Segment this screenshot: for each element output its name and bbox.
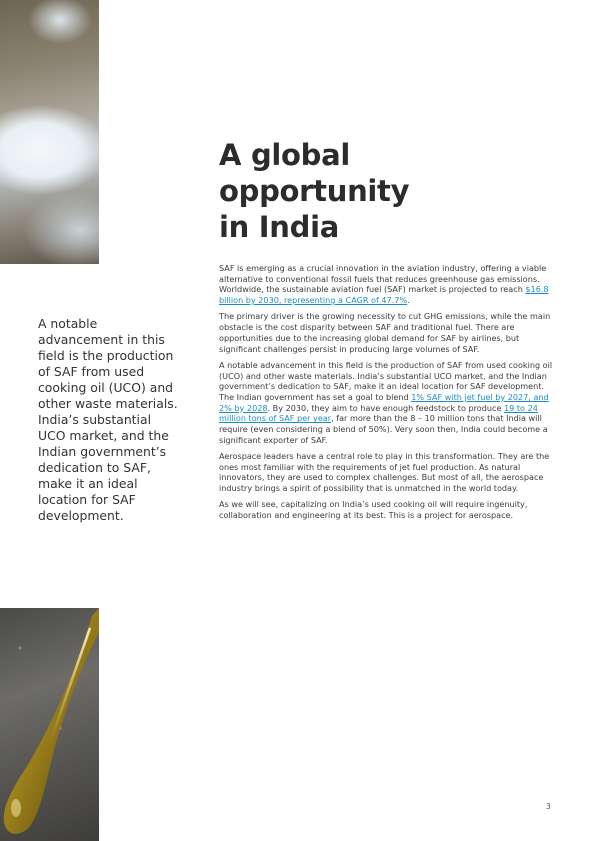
saf-blend-goal-link[interactable]: 1% SAF with jet fuel by 2027, and 2% by 2028 [219,391,549,413]
paragraph-5: As we will see, capitalizing on India’s used cooking oil will require ingenuity, collaboration and engineering at its best. This is a project for aerospace. [219,499,528,521]
page-number: 3 [546,802,551,811]
title-line-2: opportunity [219,174,410,208]
paragraph-3-text: A notable advancement in this field is the production of SAF from used cooking oil (UCO) and other waste materials. India’s substantial UCO market, and the Indian government’s dedication to SAF, make it an ideal location for SAF development. The Indian government has set a goal to blend [219,359,553,402]
title-line-3: in India [219,210,339,244]
paragraph-1-text: SAF is emerging as a crucial innovation in the aviation industry, offering a viable alternative to conventional fossil fuels that reduces greenhouse gas emissions. Worldwide, the sustainable aviation fuel (SAF) market is projected to reach [219,263,547,295]
milky-liquid-photo [0,0,99,264]
saf-production-link[interactable]: 19 to 24 million tons of SAF per year [219,402,538,424]
paragraph-4: Aerospace leaders have a central role to play in this transformation. They are the ones most familiar with the requirements of jet fuel production. As natural innovators, they are used to complex challenges. But most of all, the aerospace industry brings a spirit of possibility that is unmatched in the world today. [219,451,550,494]
oil-drip-photo [0,608,99,841]
saf-market-link[interactable]: $16.8 billion by 2030, representing a CAGR of 47.7% [219,284,549,306]
paragraph-1-end: . [407,295,410,306]
paragraph-1 [219,263,554,306]
title-line-1: A global [219,138,351,172]
page-title [219,137,559,245]
pull-quote: A notable advancement in this field is the production of SAF from used cooking oil (UCO) and other waste materials. India’s substantial UCO market, and the Indian government’s dedication to SAF, make it an ideal location for SAF development. [38,316,178,523]
paragraph-3-middle: . By 2030, they aim to have enough feedstock to produce [267,402,504,413]
body-text [219,263,554,526]
paragraph-2: The primary driver is the growing necessity to cut GHG emissions, while the main obstacle is the cost disparity between SAF and traditional fuel. There are opportunities due to the increasing global demand for SAF by airlines, but significant challenges persist in producing large volumes of SAF. [219,311,551,354]
paragraph-3 [219,360,554,446]
paragraph-3-end: , far more than the 8 – 10 million tons that India will require (even considering a blend of 50%). Very soon then, India could become a significant exporter of SAF. [219,413,548,445]
